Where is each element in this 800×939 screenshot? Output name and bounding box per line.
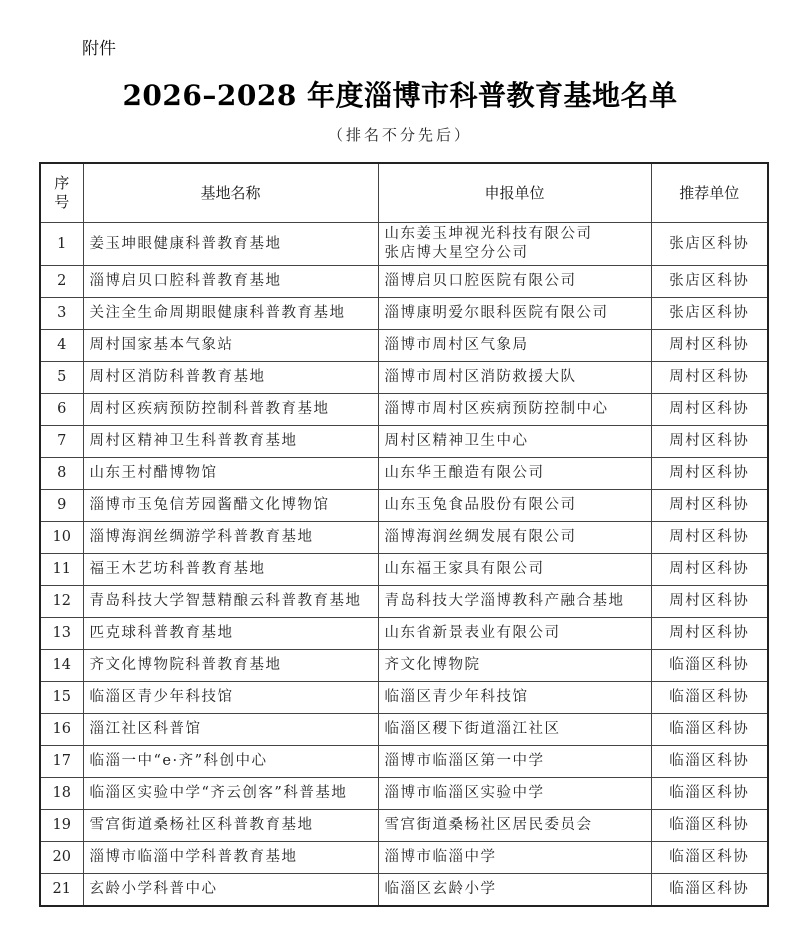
base-name: 临淄一中“e·齐”科创中心: [83, 746, 378, 778]
row-number: 15: [40, 682, 83, 714]
row-number: 5: [40, 362, 83, 394]
recommender-unit: 周村区科协: [651, 330, 768, 362]
base-name: 淄博市临淄中学科普教育基地: [83, 842, 378, 874]
applicant-unit: [378, 223, 651, 266]
table-row: [40, 586, 768, 618]
table-row: [40, 426, 768, 458]
row-number: 13: [40, 618, 83, 650]
table-row: [40, 223, 768, 266]
applicant-unit: 淄博海润丝绸发展有限公司: [378, 522, 651, 554]
row-number: 6: [40, 394, 83, 426]
table-row: [40, 618, 768, 650]
applicant-unit: 淄博市临淄区实验中学: [378, 778, 651, 810]
base-name: 姜玉坤眼健康科普教育基地: [83, 223, 378, 266]
base-name: 淄博市玉兔信芳园酱醋文化博物馆: [83, 490, 378, 522]
row-number: 1: [40, 223, 83, 266]
recommender-unit: 周村区科协: [651, 362, 768, 394]
base-name: 淄江社区科普馆: [83, 714, 378, 746]
table-row: [40, 874, 768, 907]
recommender-unit: 周村区科协: [651, 426, 768, 458]
column-header-recommender: 推荐单位: [651, 163, 768, 223]
recommender-unit: 张店区科协: [651, 223, 768, 266]
column-header-name: 基地名称: [83, 163, 378, 223]
table-row: [40, 394, 768, 426]
applicant-unit: 山东玉兔食品股份有限公司: [378, 490, 651, 522]
base-name: 雪宫街道桑杨社区科普教育基地: [83, 810, 378, 842]
table-row: [40, 682, 768, 714]
base-name: 匹克球科普教育基地: [83, 618, 378, 650]
applicant-unit: 临淄区稷下街道淄江社区: [378, 714, 651, 746]
row-number: 7: [40, 426, 83, 458]
row-number: 16: [40, 714, 83, 746]
base-name: 关注全生命周期眼健康科普教育基地: [83, 298, 378, 330]
recommender-unit: 周村区科协: [651, 618, 768, 650]
recommender-unit: 临淄区科协: [651, 714, 768, 746]
recommender-unit: 临淄区科协: [651, 842, 768, 874]
table-row: [40, 522, 768, 554]
row-number: 18: [40, 778, 83, 810]
row-number: 12: [40, 586, 83, 618]
row-number: 21: [40, 874, 83, 907]
applicant-unit: 淄博市周村区气象局: [378, 330, 651, 362]
base-name: 周村国家基本气象站: [83, 330, 378, 362]
applicant-unit: 齐文化博物院: [378, 650, 651, 682]
applicant-unit: 临淄区玄龄小学: [378, 874, 651, 907]
applicant-unit: 淄博启贝口腔医院有限公司: [378, 266, 651, 298]
recommender-unit: 临淄区科协: [651, 874, 768, 907]
column-header-applicant: 申报单位: [378, 163, 651, 223]
attachment-label: 附件: [82, 39, 116, 59]
table-row: [40, 714, 768, 746]
applicant-unit: 山东省新景表业有限公司: [378, 618, 651, 650]
row-number: 3: [40, 298, 83, 330]
recommender-unit: 周村区科协: [651, 522, 768, 554]
applicant-unit: 山东华王酿造有限公司: [378, 458, 651, 490]
applicant-unit: 山东福王家具有限公司: [378, 554, 651, 586]
table-row: [40, 458, 768, 490]
science-base-table: [39, 162, 769, 907]
page-title: 2026–2028 年度淄博市科普教育基地名单: [122, 79, 678, 112]
applicant-unit: 淄博市临淄中学: [378, 842, 651, 874]
table-row: [40, 842, 768, 874]
row-number: 17: [40, 746, 83, 778]
base-name: 青岛科技大学智慧精酿云科普教育基地: [83, 586, 378, 618]
row-number: 20: [40, 842, 83, 874]
applicant-unit: 周村区精神卫生中心: [378, 426, 651, 458]
recommender-unit: 周村区科协: [651, 490, 768, 522]
row-number: 4: [40, 330, 83, 362]
recommender-unit: 周村区科协: [651, 586, 768, 618]
base-name: 齐文化博物院科普教育基地: [83, 650, 378, 682]
applicant-unit: 淄博市周村区消防救援大队: [378, 362, 651, 394]
table-row: [40, 554, 768, 586]
seq-header-line2: 号: [54, 193, 70, 211]
applicant-unit: 淄博康明爱尔眼科医院有限公司: [378, 298, 651, 330]
base-name: 山东王村醋博物馆: [83, 458, 378, 490]
table-row: [40, 490, 768, 522]
recommender-unit: 临淄区科协: [651, 778, 768, 810]
base-name: 淄博海润丝绸游学科普教育基地: [83, 522, 378, 554]
table-row: [40, 650, 768, 682]
recommender-unit: 临淄区科协: [651, 746, 768, 778]
recommender-unit: 周村区科协: [651, 458, 768, 490]
recommender-unit: 临淄区科协: [651, 682, 768, 714]
base-name: 临淄区实验中学“齐云创客”科普基地: [83, 778, 378, 810]
table-row: [40, 266, 768, 298]
row-number: 9: [40, 490, 83, 522]
table-row: [40, 746, 768, 778]
column-header-seq: [40, 163, 83, 223]
applicant-unit: 青岛科技大学淄博教科产融合基地: [378, 586, 651, 618]
applicant-unit: 淄博市临淄区第一中学: [378, 746, 651, 778]
recommender-unit: 张店区科协: [651, 266, 768, 298]
row-number: 11: [40, 554, 83, 586]
page-subtitle: （排名不分先后）: [327, 126, 472, 144]
applicant-unit: 淄博市周村区疾病预防控制中心: [378, 394, 651, 426]
base-name: 周村区疾病预防控制科普教育基地: [83, 394, 378, 426]
table-row: [40, 330, 768, 362]
seq-header-line1: 序: [54, 174, 70, 192]
row-number: 8: [40, 458, 83, 490]
recommender-unit: 临淄区科协: [651, 810, 768, 842]
row-number: 14: [40, 650, 83, 682]
row-number: 2: [40, 266, 83, 298]
recommender-unit: 张店区科协: [651, 298, 768, 330]
row-number: 10: [40, 522, 83, 554]
table-row: [40, 362, 768, 394]
base-name: 周村区精神卫生科普教育基地: [83, 426, 378, 458]
recommender-unit: 周村区科协: [651, 554, 768, 586]
base-name: 淄博启贝口腔科普教育基地: [83, 266, 378, 298]
recommender-unit: 临淄区科协: [651, 650, 768, 682]
table-row: [40, 298, 768, 330]
table-header-row: [40, 163, 768, 223]
row-number: 19: [40, 810, 83, 842]
table-row: [40, 810, 768, 842]
base-name: 临淄区青少年科技馆: [83, 682, 378, 714]
recommender-unit: 周村区科协: [651, 394, 768, 426]
base-name: 周村区消防科普教育基地: [83, 362, 378, 394]
base-name: 玄龄小学科普中心: [83, 874, 378, 907]
base-name: 福王木艺坊科普教育基地: [83, 554, 378, 586]
applicant-unit: 雪宫街道桑杨社区居民委员会: [378, 810, 651, 842]
applicant-line2: 张店博大星空分公司: [384, 245, 529, 261]
table-row: [40, 778, 768, 810]
applicant-line1: 山东姜玉坤视光科技有限公司: [384, 226, 593, 242]
applicant-unit: 临淄区青少年科技馆: [378, 682, 651, 714]
